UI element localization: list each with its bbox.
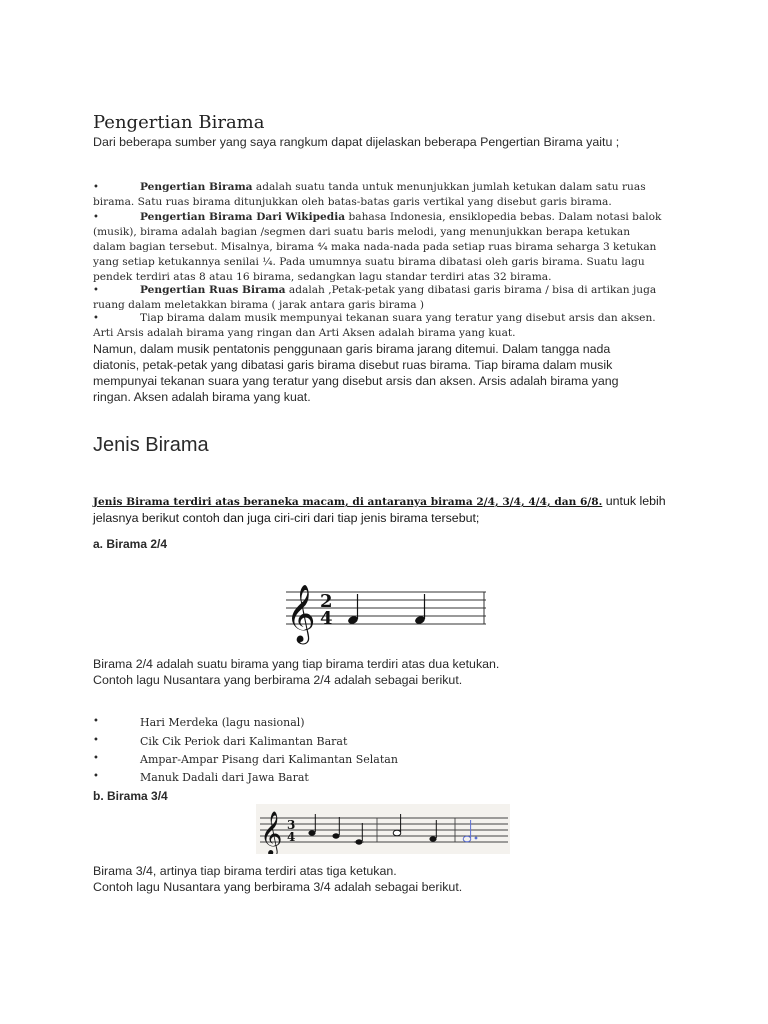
- quarter-note-icon: [414, 594, 426, 625]
- bullet-icon: •: [93, 212, 99, 223]
- birama-2-4-description: [93, 656, 499, 688]
- bullet-icon: •: [93, 182, 99, 193]
- svg-text:𝄞: 𝄞: [286, 584, 316, 642]
- staff-2-4-svg: [286, 574, 488, 646]
- definition-term: Pengertian Birama: [140, 181, 253, 193]
- lead-line2: jelasnya berikut contoh dan juga ciri-ciri dari tiap jenis birama tersebut;: [93, 511, 480, 525]
- definition-line: birama. Satu ruas birama ditunjukkan oleh batas-batas garis vertikal yang disebut garis birama.: [93, 196, 612, 208]
- bullet-icon: •: [93, 771, 99, 782]
- definition-line: Arti Arsis adalah birama yang ringan dan Arti Aksen adalah birama yang kuat.: [93, 327, 516, 339]
- birama-3-4-description: [93, 863, 462, 895]
- heading-birama-3-4: b. Birama 3/4: [93, 789, 168, 803]
- definition-line: yang setiap ketukannya senilai ¼. Pada umumnya suatu birama dibatasi oleh garis birama. Suatu lagu: [93, 256, 645, 268]
- bullet-icon: •: [93, 735, 99, 746]
- song-title: Manuk Dadali dari Jawa Barat: [140, 771, 309, 784]
- definition-text: adalah suatu tanda untuk menunjukkan jumlah ketukan dalam satu ruas: [252, 181, 646, 193]
- definition-line: ruang dalam meletakkan birama ( jarak antara garis birama ): [93, 299, 425, 311]
- paragraph-line: ringan. Aksen adalah birama yang kuat.: [93, 390, 311, 404]
- bullet-icon: •: [93, 753, 99, 764]
- definition-term: Pengertian Ruas Birama: [140, 284, 286, 296]
- description-line: Birama 3/4, artinya tiap birama terdiri atas tiga ketukan.: [93, 864, 397, 878]
- description-line: Birama 2/4 adalah suatu birama yang tiap birama terdiri atas dua ketukan.: [93, 657, 500, 671]
- definition-line: pendek terdiri atas 8 atau 16 birama, sedangkan lagu standar terdiri atas 32 birama.: [93, 271, 552, 283]
- song-title: Cik Cik Periok dari Kalimantan Barat: [140, 735, 348, 748]
- bullet-icon: •: [93, 716, 99, 727]
- definition-item: [93, 311, 673, 341]
- definition-line: (musik), birama adalah bagian /segmen dari suatu baris melodi, yang menunjukkan berapa ketukan: [93, 226, 631, 238]
- heading-birama-2-4: a. Birama 2/4: [93, 537, 168, 551]
- paragraph-line: diatonis, petak-petak yang dibatasi garis birama disebut ruas birama. Tiap birama dalam musik: [93, 358, 613, 372]
- description-line: Contoh lagu Nusantara yang berbirama 3/4 adalah sebagai berikut.: [93, 880, 463, 894]
- quarter-note-icon: [332, 817, 339, 839]
- svg-text:𝄞: 𝄞: [260, 811, 283, 854]
- body-paragraph: [93, 341, 619, 405]
- section-title-jenis-birama: Jenis Birama: [93, 434, 209, 456]
- treble-clef-icon: [286, 584, 316, 645]
- bullet-icon: •: [93, 285, 99, 296]
- bullet-icon: •: [93, 313, 99, 324]
- quarter-note-icon: [347, 594, 359, 625]
- section-title-pengertian-birama: Pengertian Birama: [93, 112, 265, 133]
- lead-underlined: Jenis Birama terdiri atas beraneka macam, di antaranya birama 2/4, 3/4, 4/4, dan 6/8.: [93, 496, 603, 508]
- quarter-note-icon: [429, 820, 436, 842]
- intro-paragraph: Dari beberapa sumber yang saya rangkum dapat dijelaskan beberapa Pengertian Birama yaitu ;: [93, 135, 620, 149]
- definition-line: dalam bagian tersebut. Misalnya, birama ⁴⁄₄ maka nada-nada pada setiap ruas birama seharga 3 ketukan: [93, 241, 657, 253]
- time-signature-top: 2: [320, 591, 333, 612]
- time-signature-top: 3: [287, 818, 296, 832]
- definition-text: bahasa Indonesia, ensiklopedia bebas. Dalam notasi balok: [345, 211, 662, 223]
- definition-text: Tiap birama dalam musik mempunyai tekanan suara yang teratur yang disebut arsis dan aksen.: [140, 312, 656, 324]
- paragraph-line: mempunyai tekanan suara yang teratur yang disebut arsis dan aksen. Arsis adalah birama yang: [93, 374, 619, 388]
- treble-clef-icon: [260, 811, 282, 854]
- definition-item: [93, 180, 673, 210]
- definition-term: Pengertian Birama Dari Wikipedia: [140, 211, 346, 223]
- staff-3-4-svg: [256, 804, 510, 854]
- time-signature-bottom: 4: [287, 830, 296, 844]
- description-line: Contoh lagu Nusantara yang berbirama 2/4 adalah sebagai berikut.: [93, 673, 463, 687]
- quarter-note-icon: [354, 823, 364, 845]
- definition-item: [93, 210, 673, 285]
- half-note-icon: [463, 820, 477, 842]
- half-note-icon: [393, 814, 401, 836]
- definition-item: [93, 283, 673, 313]
- quarter-note-icon: [308, 814, 315, 836]
- paragraph-line: Namun, dalam musik pentatonis penggunaan garis birama jarang ditemui. Dalam tangga nada: [93, 342, 611, 356]
- song-title: Hari Merdeka (lagu nasional): [140, 716, 305, 729]
- staff-3-4: [256, 804, 510, 854]
- jenis-birama-lead: [93, 492, 693, 526]
- song-title: Ampar-Ampar Pisang dari Kalimantan Selatan: [140, 753, 398, 766]
- definition-text: adalah ,Petak-petak yang dibatasi garis birama / bisa di artikan juga: [285, 284, 657, 296]
- lead-rest: untuk lebih: [602, 494, 666, 508]
- time-signature-bottom: 4: [320, 608, 333, 629]
- staff-2-4: [286, 574, 488, 646]
